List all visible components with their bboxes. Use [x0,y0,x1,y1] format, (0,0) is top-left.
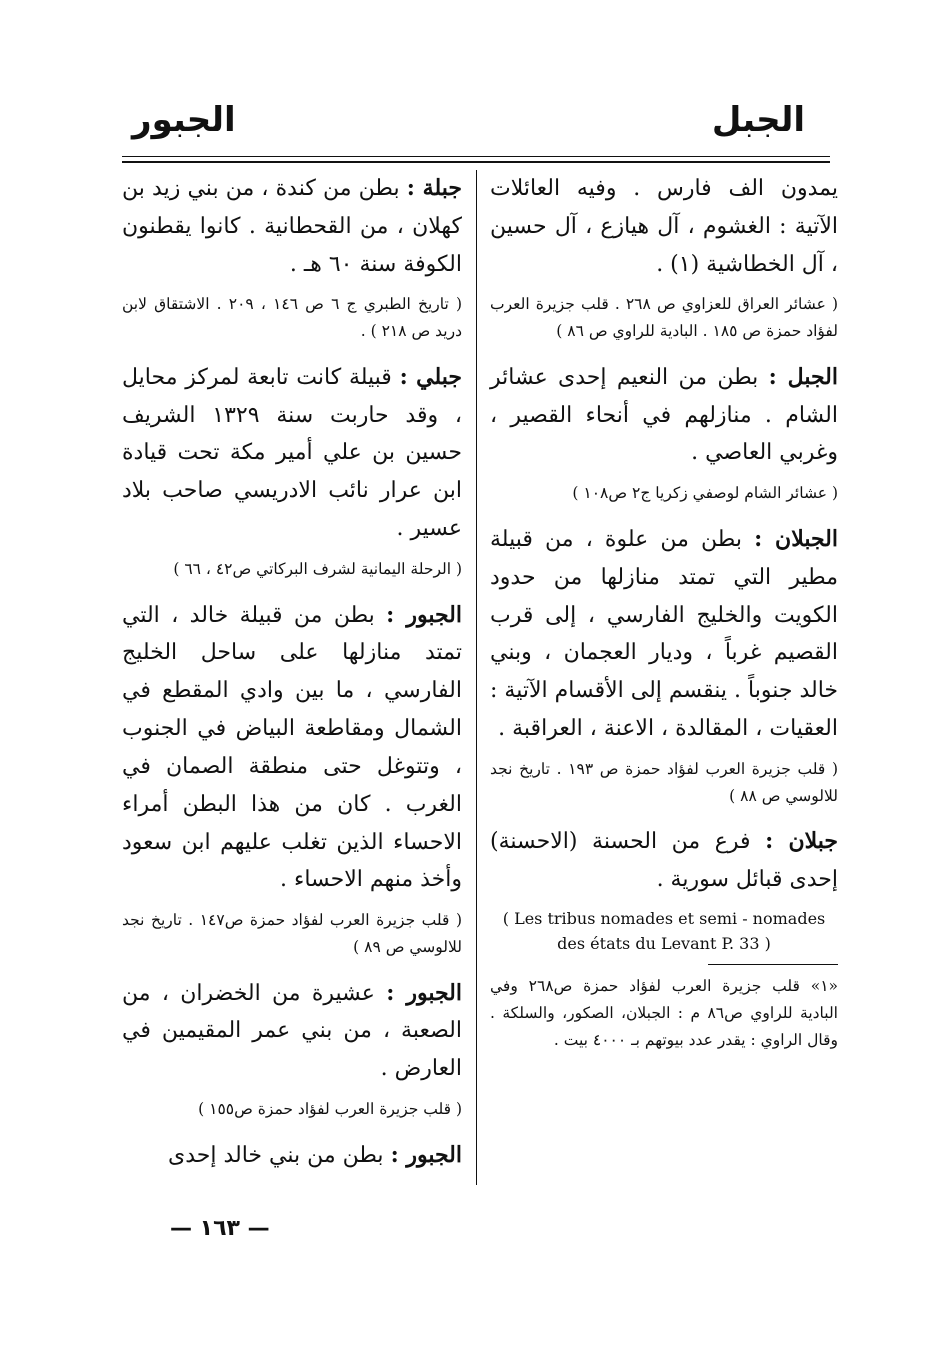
entry-text: عشيرة من الخضران ، من الصعبة ، من بني عمر المقيمين في العارض . [122,980,462,1082]
entry-text: قبيلة كانت تابعة لمركز محايل ، وقد حاربت سنة ١٣٢٩ الشريف حسين بن علي أمير مكة تحت قيادة ابن عرار نائب الادريسي صاحب بلاد عسير . [122,364,462,542]
entry [490,359,838,472]
entry-term: الجبلان : [754,525,838,552]
entry [122,975,462,1088]
entry-text: بطن من كندة ، من بني زيد بن كهلان ، من القحطانية . كانوا يقطنون الكوفة سنة ٦٠ هـ . [122,176,462,277]
entry [122,359,462,548]
entry-text: بطن من النعيم إحدى عشائر الشام . منازلهم في أنحاء القصير ، وغربي العاصي . [490,364,838,466]
reference: ( تاريخ الطبري ج ٦ ص ١٤٦ ، ٢٠٩ . الاشتقاق لابن دريد ص ٢١٨ ) . [122,295,463,341]
entry-text: بطن من علوة ، من قبيلة مطير التي تمتد منازلها من حدود الكويت والخليج الفارسي ، إلى قرب القصيم غرباً ، وديار العجمان ، وبني خالد جنوباً . ينقسم إلى الأقسام الآتية : العقيات ، المقالدة ، الاعنة ، العراقبة . [490,526,838,742]
entry-term: جبلة : [406,175,462,201]
right-column [490,170,838,1053]
reference: ( عشائر العراق للعزاوي ص ٢٦٨ . قلب جزيرة العرب لفؤاد حمزة ص ١٨٥ . البادية للراوي ص ٨٦ ) [490,295,838,341]
entry-term: الجبور : [390,1141,462,1168]
reference: ( قلب جزيرة العرب لفؤاد حمزة ص ١٩٣ . تاريخ نجد للالوسي ص ٨٨ ) [490,759,838,805]
entry-term: الجبل : [768,363,838,390]
entry [122,1137,462,1175]
header-rule-thick [122,161,830,163]
entry-text: يمدون الف فارس . وفيه العائلات الآتية : الغشوم ، آل هيازع ، آل حسين ، آل الخطاشية (١) . [490,176,838,277]
reference: ( عشائر الشام لوصفي زكريا ج٢ ص١٠٨ ) [572,484,838,503]
column-separator [476,170,477,1185]
entry [490,823,838,899]
reference: ( الرحلة اليمانية لشرف البركاتي ص٤٢ ، ٦٦ ) [173,559,462,578]
reference: ( قلب جزيرة العرب لفؤاد حمزة ص١٥٥ ) [198,1100,462,1119]
entry-text: بطن من بني خالد إحدى [168,1142,384,1168]
footnote-rule [708,964,838,965]
entry-text: بطن من قبيلة خالد ، التي تمتد منازلها على ساحل الخليج الفارسي ، ما بين وادي المقطع في الشمال ومقاطعة البياض في الجنوب ، وتتوغل حتى منطقة الصمان في الغرب . كان من هذا البطن أمراء الاحساء الذين تغلب عليهم ابن سعود وأخذ منهم الاحساء . [122,602,462,893]
entry-term: الجبور : [386,601,463,628]
entry-continuation [490,170,838,283]
entry-term: جبلي : [399,363,463,390]
header-title-left: الجبور [132,100,236,140]
reference: ( قلب جزيرة العرب لفؤاد حمزة ص١٤٧ . تاريخ نجد للالوسي ص ٨٩ ) [122,911,462,956]
latin-reference: ( Les tribus nomades et semi - nomades des états du Levant P. 33 ) [502,908,826,953]
entry-term: جبلان : [765,828,838,855]
header-title-right: الجبل [711,100,805,140]
left-column [122,170,462,1183]
entry [490,521,838,748]
entry [122,170,462,283]
page-number: — ١٦٣ — [170,1216,270,1241]
entry-term: الجبور : [386,979,462,1006]
entry [122,597,462,900]
header-rule-thin [122,156,830,157]
entry-text: فرع من الحسنة (الاحسنة) إحدى قبائل سورية . [490,829,838,893]
footnote: «١» قلب جزيرة العرب لفؤاد حمزة ص٢٦٨ وفي البادية للراوي ص٨٦ م : الجبلان، الصكور، والسلكة . وقال الراوي : يقدر عدد بيوتهم بـ ٤٠٠٠ بيت . [490,977,838,1049]
